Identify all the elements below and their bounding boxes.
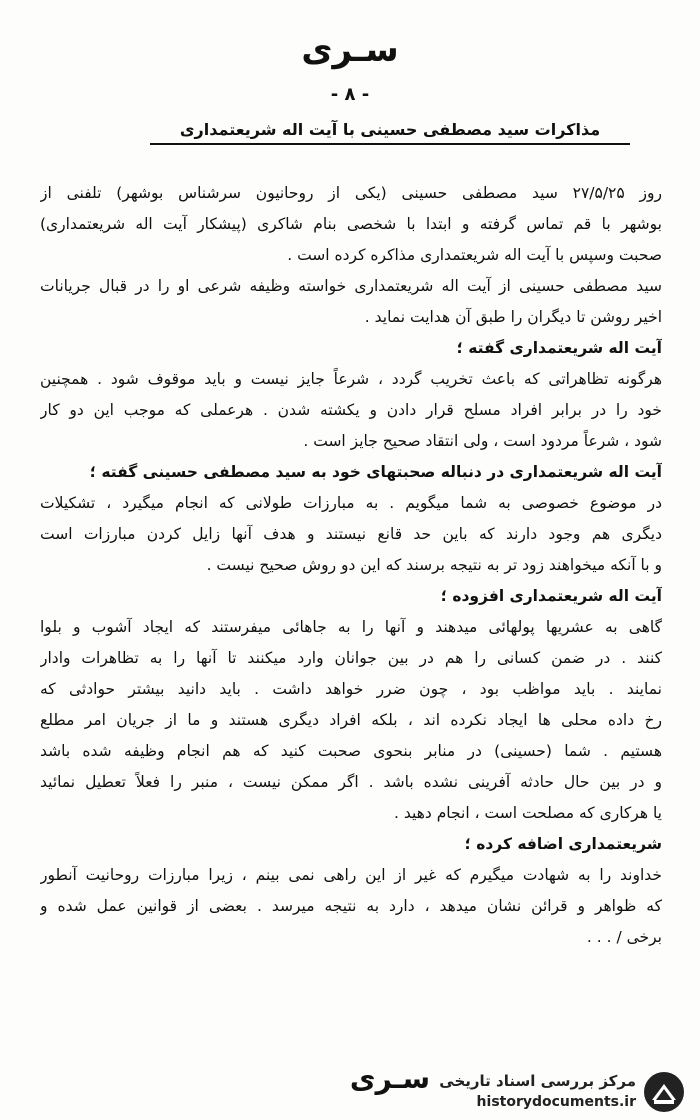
body-line: خداوند را به شهادت میگیرم که غیر از این راهی نمی بینم ، زیرا مبارزات روحانیت آنطور xyxy=(40,866,662,884)
watermark-url: historydocuments.ir xyxy=(476,1094,636,1110)
page-number: - ۸ - xyxy=(330,84,370,105)
body-line: کنند . در ضمن کسانی را هم در بین جوانان وارد میکنند تا آنها را به تظاهرات وادار xyxy=(40,649,662,667)
classification-label-top: سـری xyxy=(301,30,399,70)
body-line: سید مصطفی حسینی از آیت اله شریعتمداری خواسته وظیفه شرعی او را در قبال جریانات xyxy=(40,277,662,295)
body-line: صحبت وسپس با آیت اله شریعتمداری مذاکره کرده است . xyxy=(287,246,662,264)
classification-label-bottom: سـری xyxy=(349,1062,431,1095)
body-line: که ظواهر و قرائن نشان میدهد ، دارد به نتیجه میرسد . بعضی از قوانین عمل شده و xyxy=(40,897,662,915)
body-line: خود را در برابر افراد مسلح قرار دادن و یکشته شدن . هرعملی که موجب این دو کار xyxy=(40,401,662,419)
body-line: نمایند . باید مواظب بود ، چون ضرر خواهد داشت . باید دانید بیشتر حوادثی که xyxy=(40,680,662,698)
body-line: و با آنکه میخواهند زود تر به نتیجه برسند که این دو روش صحیح نیست . xyxy=(206,556,662,574)
body-line: بوشهر با قم تماس گرفته و ابتدا با شخصی بنام شاکری (پیشکار آیت اله شریعتمداری) xyxy=(40,215,662,233)
book-emblem-icon xyxy=(642,1070,686,1114)
body-line: آیت اله شریعتمداری گفته ؛ xyxy=(456,339,662,357)
body-line: دیگری هم وجود دارند که باین حد قانع نیستند و هدف آنها زایل کردن مبارزات است xyxy=(40,525,662,543)
body-line: شود ، شرعاً مردود است ، ولی انتقاد صحیح جایز است . xyxy=(303,432,662,450)
document-body xyxy=(40,178,662,953)
body-line: آیت اله شریعتمداری در دنباله صحبتهای خود به سید مصطفی حسینی گفته ؛ xyxy=(89,463,662,481)
body-line: آیت اله شریعتمداری افزوده ؛ xyxy=(440,587,662,605)
body-line: شریعتمداری اضافه کرده ؛ xyxy=(464,835,662,853)
document-title: مذاکرات سید مصطفی حسینی با آیت اله شریعتمداری xyxy=(150,120,630,145)
body-line: یا هرکاری که مصلحت است ، انجام دهید . xyxy=(394,804,662,822)
watermark xyxy=(430,1070,690,1116)
body-line: در موضوع خصوصی به شما میگویم . به مبارزات طولانی که انجام میگیرد ، تشکیلات xyxy=(40,494,662,512)
watermark-title: مرکز بررسی اسناد تاریخی xyxy=(439,1072,636,1090)
body-line: هستیم . شما (حسینی) در منابر بنحوی صحبت کنید که هم انجام وظیفه شده باشد xyxy=(40,742,662,760)
body-line: هرگونه تظاهراتی که باعث تخریب گردد ، شرعاً جایز نیست و باید موقوف شود . همچنین xyxy=(40,370,662,388)
body-line: برخی / . . . xyxy=(586,928,662,946)
body-line: روز ۲۷/۵/۲۵ سید مصطفی حسینی (یکی از روحانیون سرشناس بوشهر) تلفنی از xyxy=(40,184,662,202)
body-line: گاهی به عشریها پولهائی میدهند و آنها را به جاهائی میفرستند که ایجاد آشوب و بلوا xyxy=(40,618,662,636)
body-line: اخیر روشن تا دیگران را طبق آن هدایت نماید . xyxy=(364,308,662,326)
body-line: رخ داده محلی ها ایجاد نکرده اند ، بلکه افراد دیگری هستند و ما از جریان امر مطلع xyxy=(40,711,662,729)
body-line: و در بین حال حادثه آفرینی نشده باشد . اگر ممکن نیست ، منبر را فعلاً تعطیل نمائید xyxy=(40,773,662,791)
